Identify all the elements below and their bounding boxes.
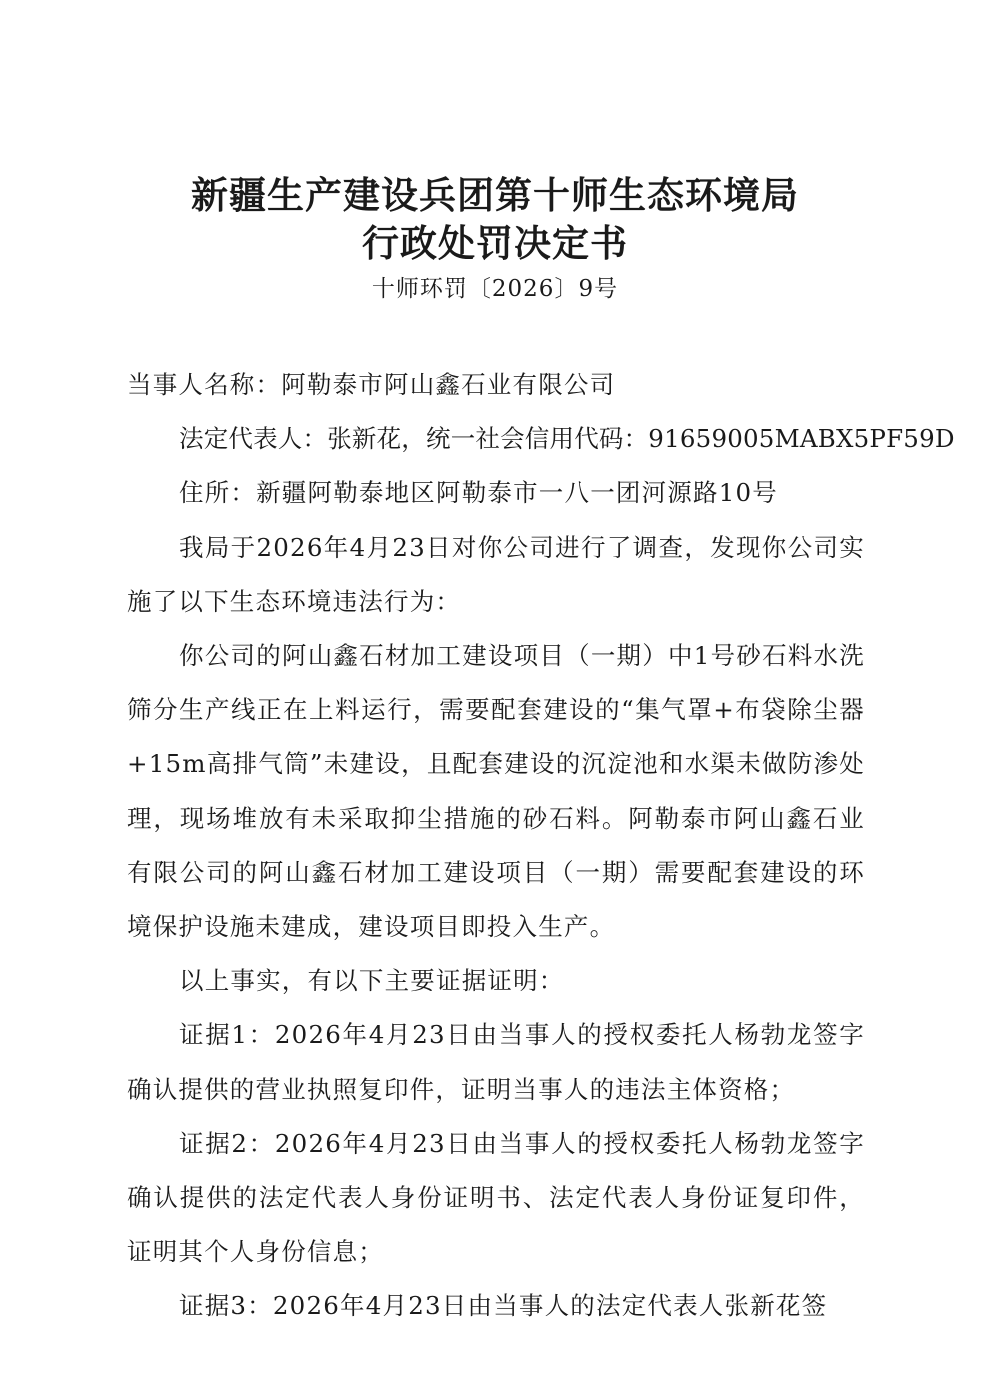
evidence-item: 证据1：2026年4月23日由当事人的授权委托人杨勃龙签字确认提供的营业执照复印件，证明当事人的违法主体资格；	[127, 1020, 865, 1104]
legal-representative: 法定代表人：张新花，统一社会信用代码：91659005MABX5PF59D	[179, 424, 955, 454]
investigation-paragraph: 我局于2026年4月23日对你公司进行了调查，发现你公司实施了以下生态环境违法行为：	[127, 532, 865, 616]
document-subtitle: 行政处罚决定书	[362, 222, 628, 265]
evidence-item: 证据3：2026年4月23日由当事人的法定代表人张新花签	[179, 1291, 828, 1321]
party-address: 住所：新疆阿勒泰地区阿勒泰市一八一团河源路10号	[179, 478, 778, 508]
document-number: 十师环罚〔2026〕9号	[371, 276, 619, 302]
party-name: 当事人名称：阿勒泰市阿山鑫石业有限公司	[127, 370, 616, 399]
document-body	[127, 358, 955, 1334]
evidence-item: 证据2：2026年4月23日由当事人的授权委托人杨勃龙签字确认提供的法定代表人身份证明书、法定代表人身份证复印件，证明其个人身份信息；	[127, 1128, 865, 1267]
evidence-intro: 以上事实，有以下主要证据证明：	[179, 966, 565, 996]
facts-paragraph: 你公司的阿山鑫石材加工建设项目（一期）中1号砂石料水洗筛分生产线正在上料运行，需要配套建设的“集气罩+布袋除尘器+15m高排气筒”未建设，且配套建设的沉淀池和水渠未做防渗处理，现场堆放有未采取抑尘措施的砂石料。阿勒泰市阿山鑫石业有限公司的阿山鑫石材加工建设项目（一期）需要配套建设的环境保护设施未建成，建设项目即投入生产。	[127, 641, 865, 942]
document-title: 新疆生产建设兵团第十师生态环境局	[191, 174, 799, 217]
